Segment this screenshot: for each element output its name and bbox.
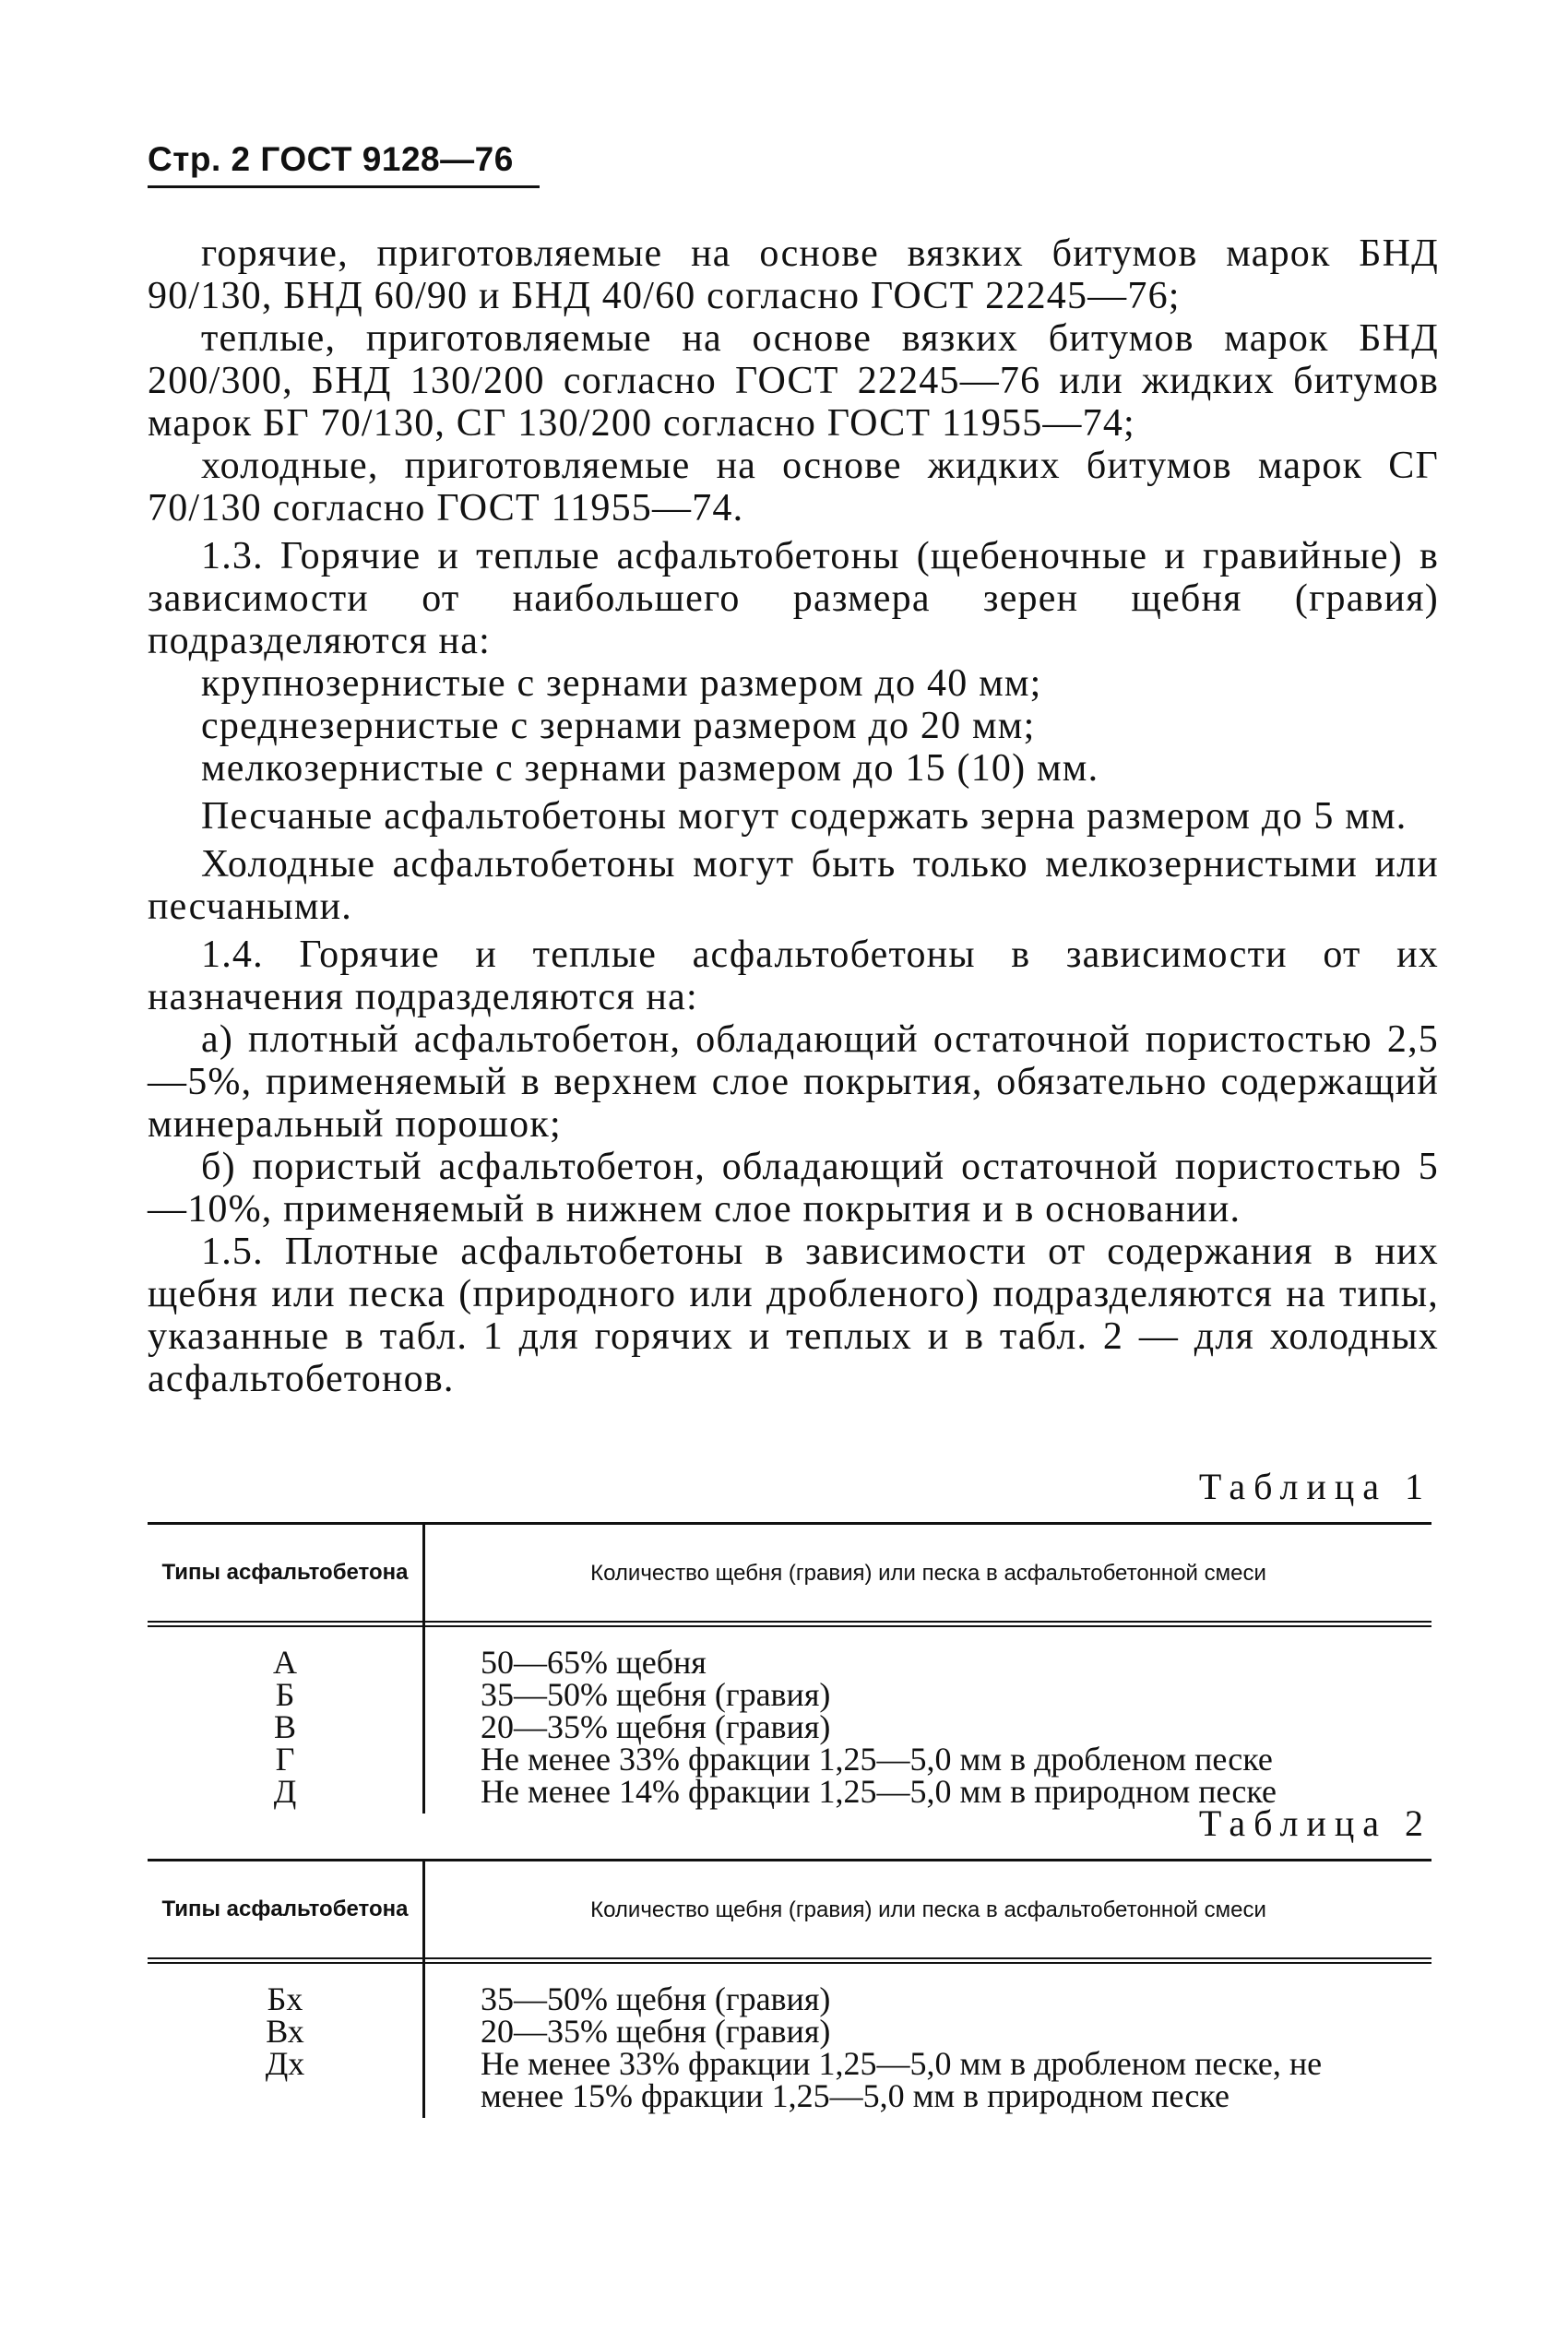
header-rule (148, 185, 540, 188)
paragraph-1-5: 1.5. Плотные асфальтобетоны в зависимости от содержания в них щебня или песка (природного или дробленого) подразделяются на типы, указанные в табл. 1 для горячих и теплых и в табл. 2 — для холодных асфальтобетонов. (148, 1231, 1439, 1400)
table2-body (148, 1959, 1431, 2118)
table2-caption: Таблица 2 (1198, 1802, 1431, 1844)
paragraph-cold-fine: Холодные асфальтобетоны могут быть только мелкозернистыми или песчаными. (148, 843, 1439, 928)
table1-content-cell: 20—35% щебня (гравия) (481, 1708, 831, 1745)
list-item-porous: б) пористый асфальтобетон, обладающий остаточной пористостью 5—10%, применяемый в нижнем слое покрытия и в основании. (148, 1146, 1439, 1231)
table2-content-cell: 35—50% щебня (гравия) (481, 1980, 831, 2017)
table1-type-cell: А (273, 1644, 297, 1681)
table2-types-column (148, 1959, 425, 2118)
paragraph-1-3: 1.3. Горячие и теплые асфальтобетоны (щебеночные и гравийные) в зависимости от наибольшего размера зерен щебня (гравия) подразделяются на: (148, 535, 1439, 662)
paragraph-hot-mix: горячие, приготовляемые на основе вязких битумов марок БНД 90/130, БНД 60/90 и БНД 40/60 согласно ГОСТ 22245—76; (148, 232, 1439, 317)
table1-content-column (425, 1623, 1431, 1814)
table2-header (148, 1861, 1431, 1957)
table1-header-content: Количество щебня (гравия) или песка в асфальтобетонной смеси (590, 1560, 1266, 1586)
table1-content-cell: Не менее 33% фракции 1,25—5,0 мм в дробленом песке (481, 1741, 1273, 1778)
table1-content-cell: Не менее 14% фракции 1,25—5,0 мм в природном песке (481, 1773, 1277, 1810)
table1-types-column (148, 1623, 425, 1814)
paragraph-cold-mix: холодные, приготовляемые на основе жидких битумов марок СГ 70/130 согласно ГОСТ 11955—74. (148, 445, 1439, 529)
table2-type-cell: Бх (267, 1980, 303, 2017)
table1-body (148, 1623, 1431, 1814)
paragraph-1-4: 1.4. Горячие и теплые асфальтобетоны в зависимости от их назначения подразделяются на: (148, 934, 1439, 1018)
table1-type-cell: Б (275, 1676, 295, 1713)
table1-type-cell: В (273, 1708, 296, 1745)
table2-content-cell: менее 15% фракции 1,25—5,0 мм в природном песке (481, 2077, 1229, 2114)
list-item-dense: а) плотный асфальтобетон, обладающий остаточной пористостью 2,5—5%, применяемый в верхнем слое покрытия, обязательно содержащий минеральный порошок; (148, 1018, 1439, 1146)
paragraph-sand: Песчаные асфальтобетоны могут содержать зерна размером до 5 мм. (201, 795, 1408, 838)
table1-header-types: Типы асфальтобетона (148, 1525, 425, 1621)
list-item-fine: мелкозернистые с зернами размером до 15 (10) мм. (201, 747, 1099, 790)
table1-type-cell: Г (275, 1741, 295, 1778)
table1-caption: Таблица 1 (1198, 1466, 1431, 1507)
table2-type-cell: Вх (266, 2013, 304, 2050)
list-item-coarse: крупнозернистые с зернами размером до 40 мм; (201, 662, 1042, 705)
table2 (148, 1859, 1431, 2118)
paragraph-warm-mix: теплые, приготовляемые на основе вязких битумов марок БНД 200/300, БНД 130/200 согласно ГОСТ 22245—76 или жидких битумов марок БГ 70/130, СГ 130/200 согласно ГОСТ 11955—74; (148, 317, 1439, 445)
body-text (148, 232, 1439, 1400)
table2-type-cell (148, 2080, 422, 2112)
table1 (148, 1522, 1431, 1814)
table1-header (148, 1525, 1431, 1621)
table1-content-cell: 35—50% щебня (гравия) (481, 1676, 831, 1713)
page-header: Стр. 2 ГОСТ 9128—76 (148, 140, 514, 178)
table2-content-column (425, 1959, 1431, 2118)
table1-content-cell: 50—65% щебня (481, 1644, 707, 1681)
list-item-medium: среднезернистые с зернами размером до 20 мм; (201, 705, 1036, 747)
table2-type-cell: Дх (265, 2045, 305, 2082)
table2-content-cell: Не менее 33% фракции 1,25—5,0 мм в дробленом песке, не (481, 2045, 1323, 2082)
table2-content-cell: 20—35% щебня (гравия) (481, 2013, 831, 2050)
table1-type-cell: Д (273, 1773, 297, 1810)
table2-header-content: Количество щебня (гравия) или песка в асфальтобетонной смеси (590, 1897, 1266, 1922)
table2-header-types: Типы асфальтобетона (148, 1861, 425, 1957)
